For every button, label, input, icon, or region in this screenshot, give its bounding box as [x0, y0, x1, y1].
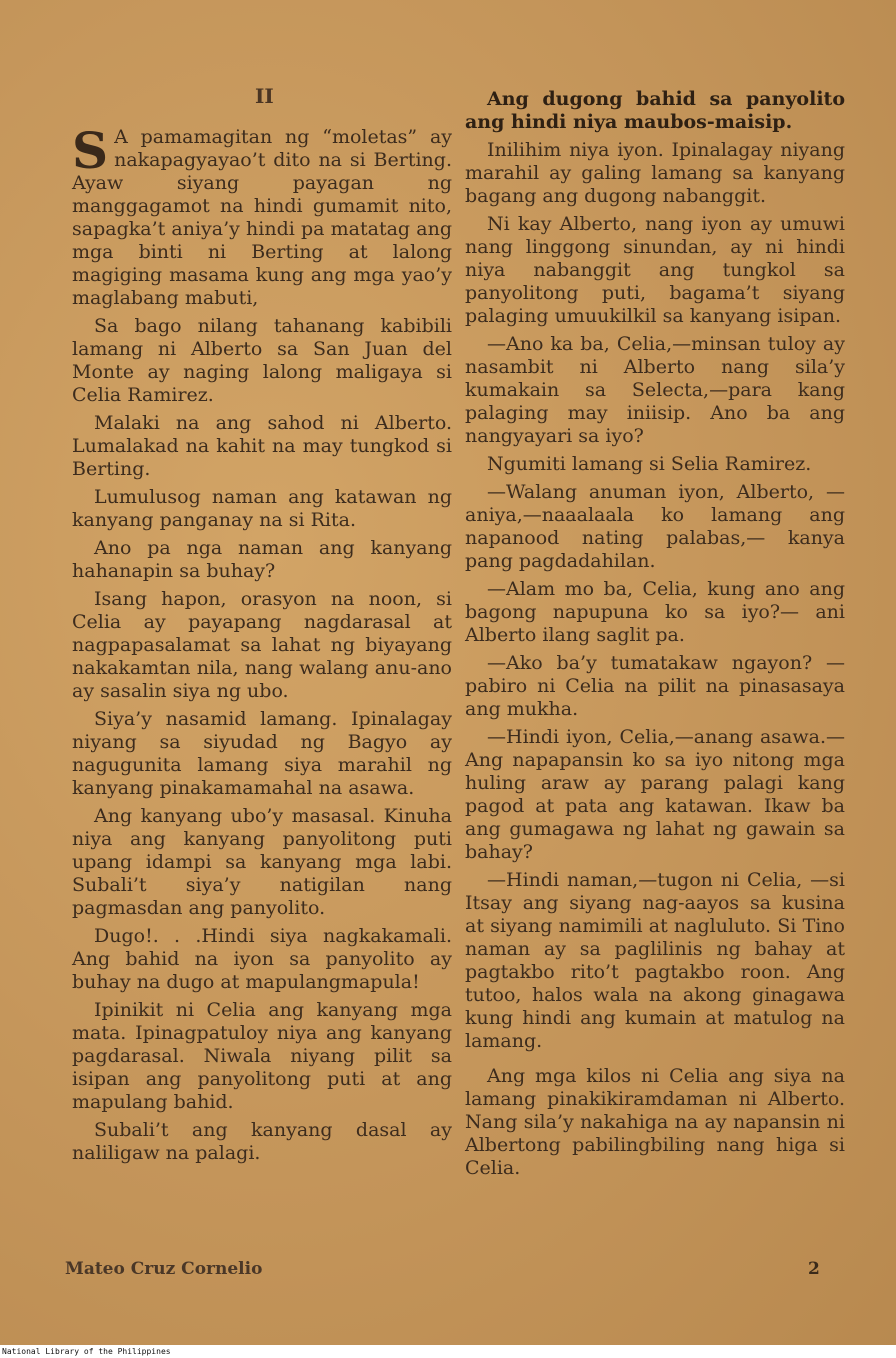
paragraph-4: Lumulusog naman ang katawan ng kanyang panganay na si Rita.: [72, 486, 452, 531]
paragraph-r6: —Walang anuman iyon, Alberto, —aniya,—naaalaala ko lamang ang napanood nating palabas,— kanya pang pagdadahilan.: [465, 481, 845, 572]
paragraph-r3: Ni kay Alberto, nang iyon ay umuwi nang linggong sinundan, ay ni hindi niya nabanggit ang tungkol sa panyolitong puti, bagama’t siyang palaging umuukilkil sa kanyang isipan.: [465, 213, 845, 327]
author-byline: Mateo Cruz Cornelio: [65, 1259, 263, 1279]
right-column: [465, 88, 845, 1180]
paragraph-11: Subali’t ang kanyang dasal ay naliligaw na palagi.: [72, 1119, 452, 1164]
dropcap-letter: S: [72, 121, 109, 180]
paragraph-1-text: A pamamagitan ng “moletas” ay nakapagyayao’t dito na si Berting. Ayaw siyang payagan ng manggagamot na hindi gumamit nito, sapagka’t aniya’y hindi pa matatag ang mga binti ni Berting at lalong magiging masama kung ang mga yao’y maglabang mabuti,: [72, 126, 452, 309]
paragraph-r8: —Ako ba’y tumatakaw ngayon? —pabiro ni Celia na pilit na pinasasaya ang mukha.: [465, 652, 845, 720]
paragraph-r2: Inilihim niya iyon. Ipinalagay niyang marahil ay galing lamang sa kanyang bagang ang dugong nabanggit.: [465, 139, 845, 207]
paragraph-2: Sa bago nilang tahanang kabibili lamang ni Alberto sa San Juan del Monte ay naging lalong maligaya si Celia Ramirez.: [72, 315, 452, 406]
paragraph-3: Malaki na ang sahod ni Alberto. Lumalakad na kahit na may tungkod si Berting.: [72, 412, 452, 480]
paragraph-10: Ipinikit ni Celia ang kanyang mga mata. Ipinagpatuloy niya ang kanyang pagdarasal. Niwala niyang pilit sa isipan ang panyolitong puti at ang mapulang bahid.: [72, 999, 452, 1113]
paragraph-8: Ang kanyang ubo’y masasal. Kinuha niya ang kanyang panyolitong puti upang idampi sa kanyang mga labi. Subali’t siya’y natigilan nang pagmasdan ang panyolito.: [72, 805, 452, 919]
page-number: 2: [808, 1259, 820, 1279]
paragraph-5: Ano pa nga naman ang kanyang hahanapin sa buhay?: [72, 537, 452, 582]
paragraph-r1: Ang dugong bahid sa panyolito ang hindi niya maubos-maisip.: [465, 88, 845, 133]
paragraph-9: Dugo!. . .Hindi siya nagkakamali. Ang bahid na iyon sa panyolito ay buhay na dugo at mapulangmapula!: [72, 925, 452, 993]
paragraph-r7: —Alam mo ba, Celia, kung ano ang bagong napupuna ko sa iyo?— ani Alberto ilang saglit pa.: [465, 578, 845, 646]
left-column: [72, 121, 452, 1165]
paragraph-6: Isang hapon, orasyon na noon, si Celia ay payapang nagdarasal at nagpapasalamat sa lahat ng biyayang nakakamtan nila, nang walang anu-ano ay sasalin siya ng ubo.: [72, 588, 452, 702]
paragraph-7: Siya’y nasamid lamang. Ipinalagay niyang sa siyudad ng Bagyo ay nagugunita lamang siya marahil ng kanyang pinakamamahal na asawa.: [72, 708, 452, 799]
paragraph-r10: —Hindi naman,—tugon ni Celia, —si Itsay ang siyang nag-aayos sa kusina at siyang namimili at nagluluto. Si Tino naman ay sa paglilinis ng bahay at pagtakbo rito’t pagtakbo roon. Ang tutoo, halos wala na akong ginagawa kung hindi ang kumain at matulog na lamang.: [465, 869, 845, 1052]
footer-credit: National Library of the Philippines: [0, 1345, 896, 1358]
paragraph-r5: Ngumiti lamang si Selia Ramirez.: [487, 453, 812, 475]
paragraph-r11: Ang mga kilos ni Celia ang siya na lamang pinakikiramdaman ni Alberto. Nang sila’y nakahiga na ay napansin ni Albertong pabilingbiling nang higa si Celia.: [465, 1065, 845, 1179]
paragraph-r4: —Ano ka ba, Celia,—minsan tuloy ay nasambit ni Alberto nang sila’y kumakain sa Selecta,—para kang palaging may iniisip. Ano ba ang nangyayari sa iyo?: [465, 333, 845, 447]
paragraph-1: [72, 121, 452, 310]
paragraph-r9: —Hindi iyon, Celia,—anang asawa.—Ang napapansin ko sa iyo nitong mga huling araw ay parang palagi kang pagod at pata ang katawan. Ikaw ba ang gumagawa ng lahat ng gawain sa bahay?: [465, 726, 845, 863]
chapter-heading: II: [255, 84, 274, 108]
